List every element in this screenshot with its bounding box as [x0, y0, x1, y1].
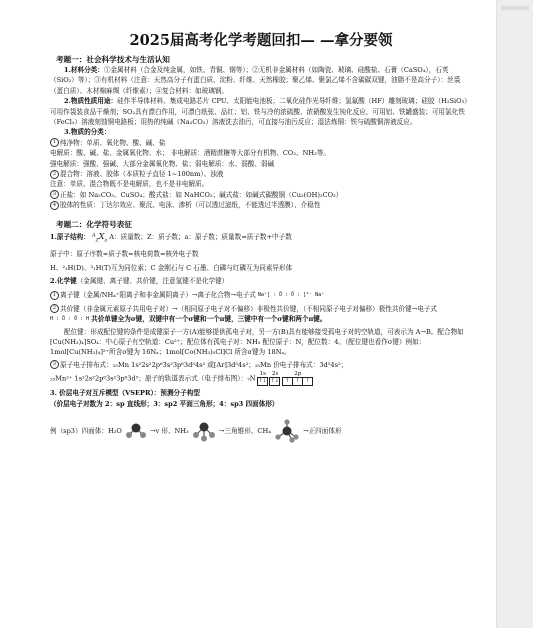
s2-vsepr-rule-text: （价层电子对数为 2：sp 直线形；3：sp2 平面三角形；4：sp3 四面体形）: [50, 399, 279, 408]
s2-mn-ion-text: ₂₅Mn²⁺ 1s²2s²2p⁶3s²3p⁶3d⁵；原子的轨道表示式（电子排布图）：₇N: [50, 374, 256, 383]
orbital-1s: [258, 371, 268, 386]
orbital-box: ↑↓: [258, 378, 267, 385]
s1-materials-label: 1.材料分类：: [64, 66, 104, 74]
s1-paragraph-properties: [50, 96, 472, 127]
nuclide-symbol-icon: $ᴬ_ZX_a$: [91, 231, 108, 244]
orbital-label-1s: 1s: [259, 371, 266, 378]
s1-line-mixture: [50, 169, 472, 179]
s2-h2o-text: 例（sp3）四面体：H₂O: [50, 426, 122, 435]
s2-ch4-text: →三角锥形、CH₄: [218, 426, 271, 435]
page-title: 2025届高考化学考题回扣— —拿分要领: [129, 32, 393, 49]
circle-3-icon: 3: [50, 190, 59, 199]
s2-ionic-text: 离子键（金属/NH₄⁺阳离子和非金属阴离子）→离子化合物→电子式: [60, 291, 256, 300]
s2-vsepr-rule: [50, 399, 472, 409]
orbital-box: ↑: [292, 377, 303, 386]
orbital-box: ↑: [282, 377, 293, 386]
circle-1-icon: 1: [50, 291, 59, 300]
s1-line-strong: 强电解质：强酸、强碱、大部分金属氧化物、盐；弱电解质：水、弱酸、弱碱: [50, 159, 275, 168]
s2-coordination: 配位键：形成配位键的条件是成键原子一方(A)能够提供孤电子对，另一方(B)具有能够接受孤电子对的空轨道，可表示为 A→B。配合物如[Cu(NH₃)₄]SO₄：中心原子有空轨道：Cu²⁺；配位体有孤电子对：NH₃ 配位原子：N，配位数：4。（配位键也看作σ键）例如：1mol[Cu(NH₃)₄]²⁺所含σ键为 16Nₐ；1mol[Co(NH₃)₅Cl]Cl 所含σ键为 18Nₐ。: [50, 327, 464, 357]
section-2-heading: 考题二：化学符号表征: [56, 219, 132, 229]
s2-atom-text: A：质量数；Z：质子数；a：原子数；质量数=质子数+中子数: [109, 232, 292, 241]
s2-bonds-text: （金属键、离子键、共价键，注意氢键不是化学键）: [76, 276, 229, 285]
circle-2-icon: 2: [50, 170, 59, 179]
s2-covalent: [50, 304, 472, 325]
circle-2-icon: 2: [50, 304, 59, 313]
water-molecule-icon: [124, 422, 148, 440]
s1-mixture-text: 混合物：溶液、胶体（本质粒子直径 1~100nm）、浊液: [60, 170, 224, 179]
circle-4-icon: 4: [50, 201, 59, 210]
s2-sigma-pi-text: 共价单键全为σ键，双键中有一个σ键和一个π键，三键中有一个σ键和两个π键。: [91, 315, 327, 324]
circle-3-icon: 3: [50, 360, 59, 369]
s1-salt-text: 正盐：如 Na₂CO₃、CuSO₄；酸式盐：如 NaHCO₃；碱式盐：如碱式碳酸铜（Cu₂(OH)₂CO₃）: [60, 190, 343, 199]
s1-paragraph-materials: [50, 65, 472, 96]
s1-line-electrolyte: 电解质：酸、碱、盐、金属氧化物、水； 非电解质：酒精蔗糖等大部分有机物、CO₂、NH₃等。: [50, 149, 330, 158]
s2-nh3-text: →v 形、NH₃: [149, 426, 189, 435]
s1-colloid-text: 胶体的性质：丁达尔效应、聚沉、电泳、渗析（可以透过滤纸，不能透过半透膜）、介稳性: [60, 201, 321, 210]
orbital-box: ↑↓: [270, 378, 279, 385]
s1-pure-text: 纯净物：单质、氧化物、酸、碱、盐: [60, 138, 166, 147]
s1-line-note: 注意：单质、混合物既不是电解质，也不是非电解质。: [50, 180, 209, 189]
s2-atom-counts: 原子中：原子序数=质子数=核电荷数=核外电子数: [50, 249, 199, 258]
s2-atom-structure: [50, 232, 472, 247]
s2-electron-config: [50, 360, 472, 370]
s1-classification-label-text: 3.物质的分类：: [64, 128, 111, 137]
s2-bonds-label: 2.化学键: [50, 276, 77, 285]
orbital-label-2p: 2p: [294, 371, 302, 378]
s2-ionic: [50, 290, 472, 301]
s2-atom-label: 1.原子结构：: [50, 232, 90, 241]
orbital-label-2s: 2s: [271, 371, 279, 378]
s2-molecule-examples: [50, 419, 472, 443]
right-gutter: [496, 0, 533, 628]
s1-materials-text: ①金属材料（合金及纯金属，如铁、青铜、钢等）；②无机非金属材料（如陶瓷、玻璃、硅酸盐、石膏（CaSO₄），石英（SiO₂）等）；③有机材料（注意：天然高分子有蛋白质、淀粉、纤维、天然橡胶；聚乙烯、聚氯乙烯不含碳碳双键，油脂不是高分子）：丝裘（蛋白质）、木材棉麻绸（纤维素）；④复合材料：如玻璃钢。: [50, 66, 461, 95]
s1-line-pure: [50, 138, 472, 148]
s1-properties-text: 硅作半导体材料、集成电路芯片 CPU、太阳能电池板；二氧化硅作光导纤维；氢氟酸（HF）雕刻玻璃；硅胶（H₂SiO₃）可用作袋装食品干燥剂；SO₂具有漂白作用，可漂白纸张、品红；铝、铁与冷的浓硫酸、浓硝酸发生钝化反应，可用铝、铁罐盛装；可用氯化铁（FeCl₃）溶液刻蚀铜电路板；用热的纯碱（Na₂CO₃）溶液洗去油污，可直接与油污反应；湿法炼铜：铁与硫酸铜溶液反应。: [50, 97, 471, 127]
s2-vsepr-label: 3. 价层电子对互斥模型（VSEPR）：预测分子构型: [50, 389, 200, 398]
s1-line-salt: [50, 190, 472, 200]
document-body: [50, 32, 472, 443]
s2-tetrahedral-text: →正四面体形: [303, 426, 342, 435]
s2-orbital-diagram-line: [50, 371, 472, 386]
s1-line-colloid: [50, 200, 472, 210]
orbital-box: ↑: [302, 377, 313, 386]
orbital-2s: [270, 371, 280, 386]
ammonia-molecule-icon: [191, 420, 217, 442]
na2o2-lewis-structure: Na⁺[ : Ö : Ö : ]²⁻ Na⁺: [257, 291, 325, 298]
circle-1-icon: 1: [50, 138, 59, 147]
gutter-bar: [501, 6, 529, 10]
s2-vsepr-heading: [50, 388, 472, 398]
s1-classification-label: [64, 127, 472, 137]
orbital-2p: [282, 371, 313, 386]
section-1-heading: 考题一：社会科学技术与生活认知: [56, 55, 170, 64]
s2-isotopes: H、²₁H(D)、³₁H(T)互为同位素；C 金刚石与 C 石墨、白磷与红磷互为同素异形体: [50, 264, 293, 273]
s2-covalent-text: 共价键（非金属元素原子共用电子对）→（相同原子电子对不偏移）非极性共价键，（不相同原子电子对偏移）极性共价键→电子式: [60, 304, 437, 313]
s2-bonds: [50, 276, 472, 286]
s1-properties-label: 2.物质性质用途：: [64, 97, 118, 106]
s2-config-text: 原子电子排布式：₂₅Mn 1s²2s²2p⁶3s²3p⁶3d⁵4s² 或[Ar]3d⁵4s²；₂₅Mn 价电子排布式：3d⁵4s²；: [60, 360, 348, 369]
methane-molecule-icon: [273, 419, 301, 443]
h2o2-lewis-structure: H : Ö : Ö : H: [50, 315, 90, 322]
nitrogen-orbital-diagram: [258, 371, 314, 386]
